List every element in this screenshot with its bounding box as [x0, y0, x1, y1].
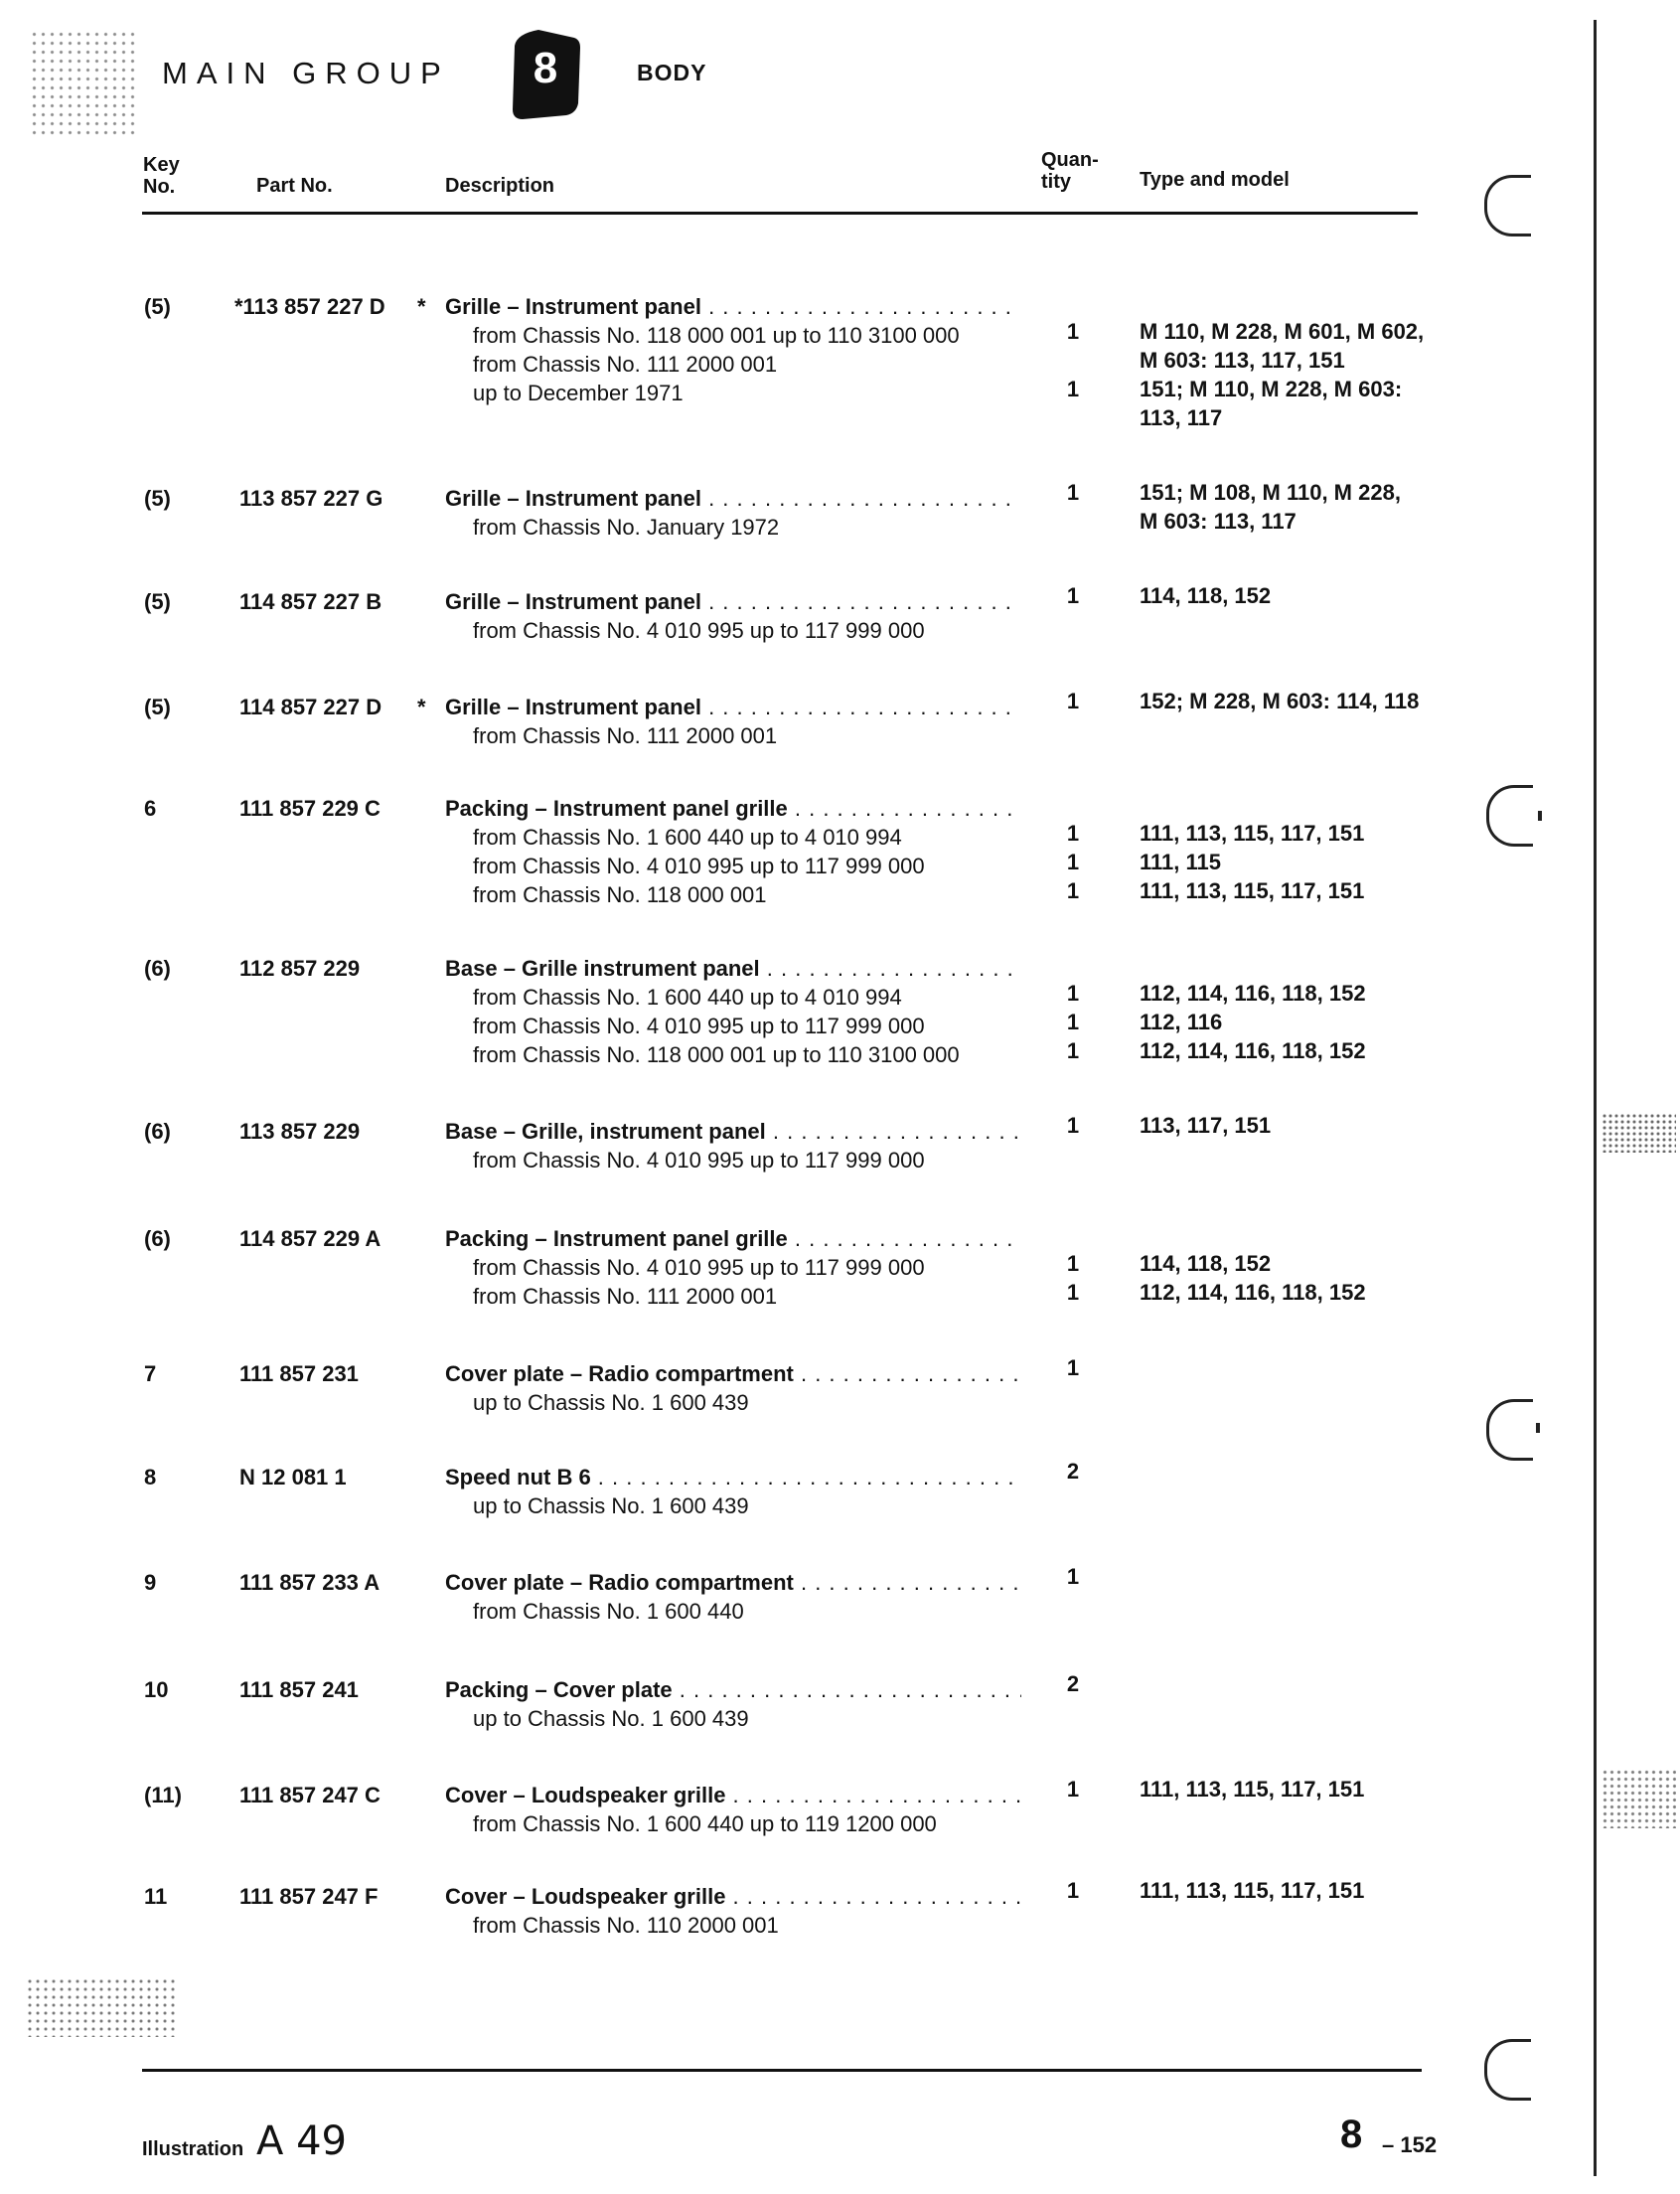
type-model: 114, 118, 152 [1140, 1251, 1272, 1276]
part-number: 111 857 233 A [239, 1570, 381, 1595]
part-number: 113 857 227 G [239, 486, 383, 511]
column-header-type-model: Type and model [1140, 169, 1290, 191]
description-block [445, 1463, 1021, 1520]
type-model: M 603: 113, 117 [1140, 509, 1297, 534]
type-model: 111, 115 [1140, 850, 1221, 874]
star-marker-icon: * [417, 294, 426, 319]
page-number-main: 8 [1340, 2113, 1363, 2156]
quantity: 1 [1066, 878, 1080, 903]
description-title: Grille – Instrument panel . . . [445, 484, 1021, 513]
part-number: 111 857 247 C [239, 1783, 381, 1807]
group-number: 8 [533, 44, 558, 92]
description-title: Grille – Instrument panel . . . [445, 292, 1021, 321]
key-number: 8 [144, 1465, 157, 1489]
quantity: 1 [1066, 480, 1080, 505]
description-title: Cover plate – Radio compartment . . . [445, 1568, 1021, 1597]
description-block [445, 1675, 1021, 1733]
type-model: 112, 114, 116, 118, 152 [1140, 981, 1366, 1006]
description-block [445, 1882, 1021, 1940]
binder-ring-icon [1484, 2039, 1531, 2101]
description-range: from Chassis No. 1 600 440 up to 119 1200 000 [473, 1811, 937, 1836]
quantity: 1 [1066, 1355, 1080, 1380]
description-title: Base – Grille instrument panel . . . [445, 954, 1021, 983]
group-number-badge [509, 26, 582, 121]
key-number: (6) [144, 1226, 171, 1251]
description-title: Base – Grille, instrument panel . . . [445, 1117, 1021, 1146]
section-title: BODY [637, 60, 707, 85]
quantity: 1 [1066, 1280, 1080, 1305]
illustration-label: Illustration [142, 2138, 244, 2160]
description-title: Packing – Cover plate . . . [445, 1675, 1021, 1704]
key-number: (6) [144, 1119, 171, 1144]
type-model: 112, 114, 116, 118, 152 [1140, 1038, 1366, 1063]
binder-ring-icon [1484, 175, 1531, 236]
description-title: Packing – Instrument panel grille . . . [445, 1224, 1021, 1253]
part-number: 114 857 227 B [239, 589, 382, 614]
description-range: from Chassis No. 4 010 995 up to 117 999 000 [473, 1014, 925, 1038]
description-title: Cover plate – Radio compartment . . . [445, 1359, 1021, 1388]
part-number: 114 857 227 D [239, 695, 382, 719]
description-block [445, 1359, 1021, 1417]
page-number-sub: – 152 [1382, 2132, 1438, 2157]
description-range: from Chassis No. 111 2000 001 [473, 1284, 778, 1309]
description-block [445, 693, 1021, 750]
quantity: 1 [1066, 1777, 1080, 1802]
description-range: from Chassis No. 1 600 440 [473, 1599, 744, 1624]
description-block [445, 1117, 1021, 1175]
type-model: 111, 113, 115, 117, 151 [1140, 821, 1365, 846]
description-range: from Chassis No. 4 010 995 up to 117 999 000 [473, 854, 925, 878]
description-title: Packing – Instrument panel grille . . . [445, 794, 1021, 823]
quantity: 2 [1066, 1671, 1080, 1696]
description-block [445, 587, 1021, 645]
key-number: 11 [144, 1884, 168, 1909]
description-range: from Chassis No. 1 600 440 up to 4 010 994 [473, 825, 902, 850]
description-range: from Chassis No. 4 010 995 up to 117 999 000 [473, 1255, 925, 1280]
key-number: (5) [144, 589, 171, 614]
type-model: 112, 116 [1140, 1010, 1223, 1034]
type-model: M 110, M 228, M 601, M 602, [1140, 319, 1425, 344]
quantity: 1 [1066, 1564, 1080, 1589]
key-number: 10 [144, 1677, 169, 1702]
type-model: 113, 117 [1140, 405, 1223, 430]
description-range: from Chassis No. 118 000 001 [473, 882, 767, 907]
quantity: 1 [1066, 850, 1080, 874]
part-number: N 12 081 1 [239, 1465, 347, 1489]
part-number: 111 857 231 [239, 1361, 359, 1386]
key-number: 7 [144, 1361, 157, 1386]
description-range: from Chassis No. 4 010 995 up to 117 999 000 [473, 1148, 925, 1173]
scan-noise [26, 1977, 175, 2037]
quantity: 1 [1066, 821, 1080, 846]
description-block [445, 954, 1021, 1069]
key-number: (11) [144, 1783, 182, 1807]
description-range: from Chassis No. 118 000 001 up to 110 3100 000 [473, 1042, 960, 1067]
footer-rule [142, 2069, 1422, 2072]
description-range: from Chassis No. 111 2000 001 [473, 723, 778, 748]
key-number: (5) [144, 486, 171, 511]
key-number: 9 [144, 1570, 157, 1595]
quantity: 2 [1066, 1459, 1080, 1484]
star-marker-icon: * [417, 695, 426, 719]
part-number: *113 857 227 D [234, 294, 385, 319]
description-title: Cover – Loudspeaker grille . . . [445, 1882, 1021, 1911]
description-range: up to Chassis No. 1 600 439 [473, 1706, 749, 1731]
part-number: 114 857 229 A [239, 1226, 382, 1251]
column-header-quantity: Quan- tity [1041, 149, 1099, 193]
quantity: 1 [1066, 689, 1080, 713]
binder-edge-line [1594, 20, 1597, 2176]
quantity: 1 [1066, 1038, 1080, 1063]
main-group-label: MAIN GROUP [162, 56, 450, 90]
quantity: 1 [1066, 1113, 1080, 1138]
quantity: 1 [1066, 1878, 1080, 1903]
description-range: from Chassis No. January 1972 [473, 515, 780, 540]
description-range: from Chassis No. 111 2000 001 [473, 352, 778, 377]
ring-mark [1538, 811, 1542, 821]
type-model: 151; M 110, M 228, M 603: [1140, 377, 1403, 401]
column-header-part-no: Part No. [256, 175, 333, 197]
column-header-description: Description [445, 175, 555, 197]
type-model: 152; M 228, M 603: 114, 118 [1140, 689, 1420, 713]
description-range: up to Chassis No. 1 600 439 [473, 1493, 749, 1518]
scan-noise [1602, 1769, 1676, 1828]
description-range: from Chassis No. 110 2000 001 [473, 1913, 779, 1938]
illustration-code: A 49 [256, 2118, 347, 2164]
description-range: from Chassis No. 4 010 995 up to 117 999 000 [473, 618, 925, 643]
key-number: (5) [144, 695, 171, 719]
quantity: 1 [1066, 1251, 1080, 1276]
binder-ring-icon [1486, 1399, 1533, 1461]
quantity: 1 [1066, 319, 1080, 344]
description-block [445, 1224, 1021, 1311]
description-block [445, 1781, 1021, 1838]
description-title: Grille – Instrument panel . . . [445, 693, 1021, 721]
quantity: 1 [1066, 981, 1080, 1006]
part-number: 111 857 247 F [239, 1884, 379, 1909]
description-title: Cover – Loudspeaker grille . . . [445, 1781, 1021, 1809]
type-model: 111, 113, 115, 117, 151 [1140, 1777, 1365, 1802]
quantity: 1 [1066, 377, 1080, 401]
part-number: 111 857 229 C [239, 796, 381, 821]
part-number: 112 857 229 [239, 956, 361, 981]
description-range: from Chassis No. 118 000 001 up to 110 3100 000 [473, 323, 960, 348]
description-range: up to December 1971 [473, 381, 684, 405]
type-model: 111, 113, 115, 117, 151 [1140, 1878, 1365, 1903]
quantity: 1 [1066, 583, 1080, 608]
description-range: from Chassis No. 1 600 440 up to 4 010 994 [473, 985, 902, 1010]
part-number: 113 857 229 [239, 1119, 361, 1144]
description-block [445, 484, 1021, 542]
description-block [445, 794, 1021, 909]
binder-ring-icon [1486, 785, 1533, 847]
column-header-key-no: Key No. [143, 154, 180, 198]
type-model: 151; M 108, M 110, M 228, [1140, 480, 1401, 505]
type-model: 114, 118, 152 [1140, 583, 1272, 608]
scan-noise [30, 30, 139, 139]
type-model: 112, 114, 116, 118, 152 [1140, 1280, 1366, 1305]
part-number: 111 857 241 [239, 1677, 359, 1702]
key-number: (6) [144, 956, 171, 981]
type-model: 113, 117, 151 [1140, 1113, 1272, 1138]
description-block [445, 1568, 1021, 1626]
ring-mark [1536, 1423, 1540, 1433]
scan-noise [1602, 1113, 1676, 1153]
quantity: 1 [1066, 1010, 1080, 1034]
header-rule [142, 212, 1418, 215]
type-model: M 603: 113, 117, 151 [1140, 348, 1345, 373]
key-number: (5) [144, 294, 171, 319]
description-title: Speed nut B 6 . . . [445, 1463, 1021, 1491]
description-title: Grille – Instrument panel . . . [445, 587, 1021, 616]
type-model: 111, 113, 115, 117, 151 [1140, 878, 1365, 903]
description-block [445, 292, 1021, 407]
key-number: 6 [144, 796, 157, 821]
description-range: up to Chassis No. 1 600 439 [473, 1390, 749, 1415]
